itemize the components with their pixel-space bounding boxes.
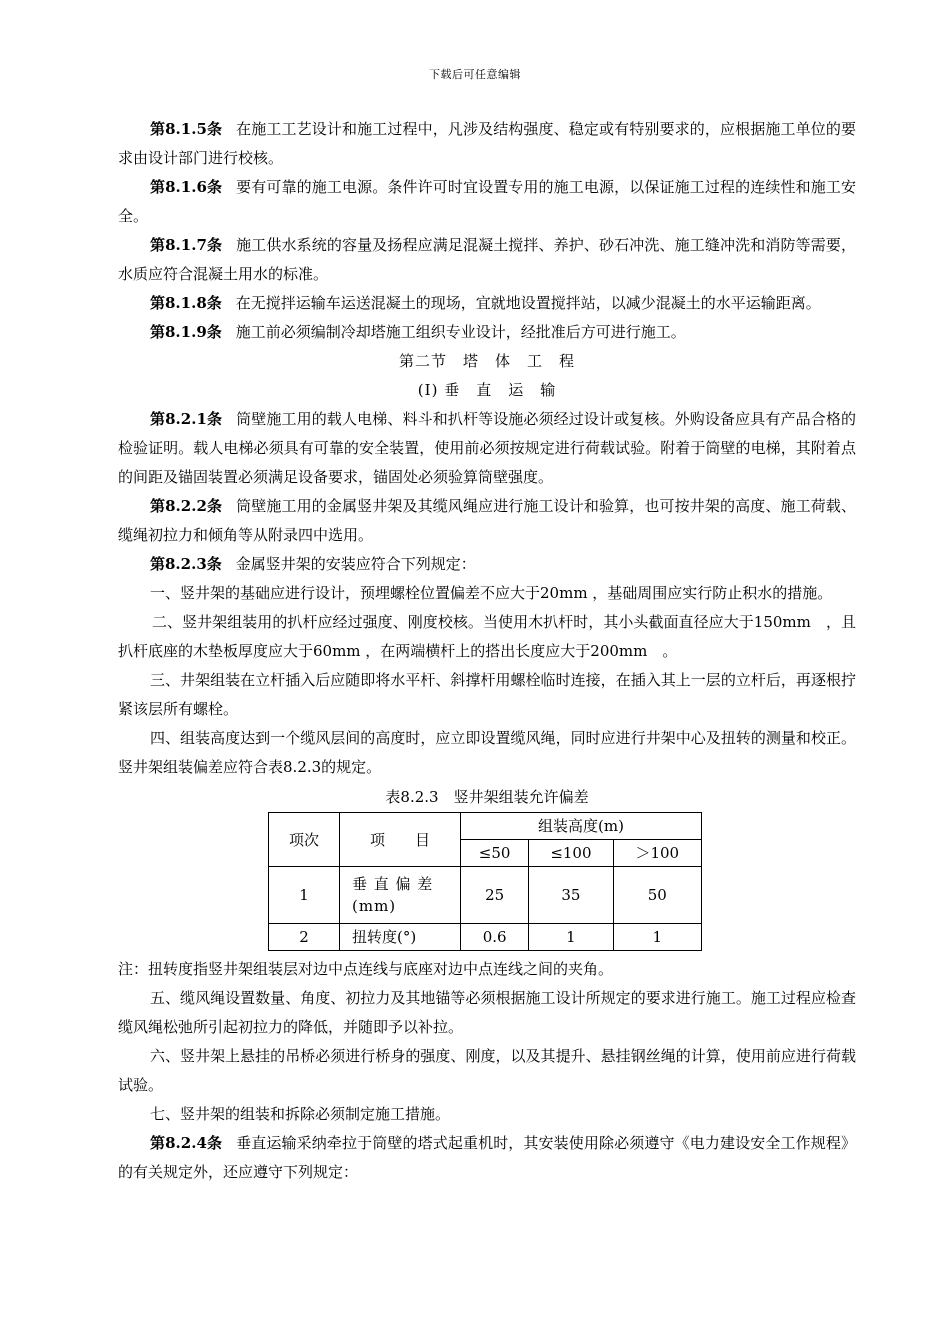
article-8-2-1 [118,405,856,492]
article-8-1-7 [118,231,856,289]
col-header-h1: ≤50 [461,840,529,867]
cell-value: 50 [613,867,701,924]
col-header-group: 组装高度(m) [461,813,702,840]
article-number: 第8.2.3条 [150,555,222,573]
article-8-1-5 [118,115,856,173]
article-8-1-8 [118,289,856,318]
article-text: 在无搅拌运输车运送混凝土的现场，宜就地设置搅拌站，以减少混凝土的水平运输距离。 [235,294,821,312]
article-8-2-4 [118,1129,856,1187]
section-subtitle: (Ⅰ) 垂 直 运 输 [417,381,557,399]
article-number: 第8.1.5条 [150,120,223,138]
col-header-h3: ＞100 [613,840,701,867]
article-text: 筒壁施工用的金属竖井架及其缆风绳应进行施工设计和验算，也可按井架的高度、施工荷载、缆绳初拉力和倾角等从附录四中选用。 [118,497,856,544]
list-item-3: 三、井架组装在立杆插入后应随即将水平杆、斜撑杆用螺栓临时连接，在插入其上一层的立杆后，再逐根拧紧该层所有螺栓。 [118,671,856,718]
article-number: 第8.1.6条 [150,178,223,196]
list-item-4: 四、组装高度达到一个缆风层间的高度时，应立即设置缆风绳，同时应进行井架中心及扭转的测量和校正。竖井架组装偏差应符合表8.2.3的规定。 [118,729,856,776]
cell-index: 2 [269,924,340,951]
table-row [269,867,702,924]
col-header-h2: ≤100 [529,840,613,867]
article-number: 第8.2.1条 [150,410,223,428]
section-title: 第二节 塔 体 工 程 [398,352,575,370]
cell-index: 1 [269,867,340,924]
cell-item: 扭转度(°) [340,924,461,951]
cell-value: 1 [613,924,701,951]
article-text: 金属竖井架的安装应符合下列规定： [235,555,476,573]
page-header: 下载后可任意编辑 [429,68,521,81]
list-item-5: 五、缆风绳设置数量、角度、初拉力及其地锚等必须根据施工设计所规定的要求进行施工。施工过程应检查缆风绳松弛所引起初拉力的降低，并随即予以补拉。 [118,989,856,1036]
list-item-2: 二、竖井架组装用的扒杆应经过强度、刚度校核。当使用木扒杆时，其小头截面直径应大于150mm ，且扒杆底座的木垫板厚度应大于60mm ，在两端横杆上的搭出长度应大于200mm 。 [118,613,856,660]
article-text: 在施工工艺设计和施工过程中，凡涉及结构强度、稳定或有特别要求的，应根据施工单位的要求由设计部门进行校核。 [118,120,856,167]
article-8-1-6 [118,173,856,231]
col-header-index: 项次 [269,813,340,867]
article-text: 施工供水系统的容量及扬程应满足混凝土搅拌、养护、砂石冲洗、施工缝冲洗和消防等需要，水质应符合混凝土用水的标准。 [118,236,856,283]
article-text: 要有可靠的施工电源。条件许可时宜设置专用的施工电源，以保证施工过程的连续性和施工安全。 [118,178,856,225]
article-8-2-3 [118,550,856,579]
cell-item: 垂 直 偏 差 (mm) [340,867,461,924]
cell-value: 1 [529,924,613,951]
article-text: 施工前必须编制冷却塔施工组织专业设计，经批准后方可进行施工。 [235,323,686,341]
article-text: 筒壁施工用的载人电梯、料斗和扒杆等设施必须经过设计或复核。外购设备应具有产品合格的检验证明。载人电梯必须具有可靠的安全装置，使用前必须按规定进行荷载试验。附着于筒壁的电梯，其附着点的间距及锚固装置必须满足设备要求，锚固处必须验算筒壁强度。 [118,410,856,486]
col-header-item: 项 目 [340,813,461,867]
article-number: 第8.1.8条 [150,294,222,312]
table-caption: 表8.2.3 竖井架组装允许偏差 [385,788,589,806]
table-note: 注：扭转度指竖井架组装层对边中点连线与底座对边中点连线之间的夹角。 [118,960,614,978]
table-row [269,924,702,951]
cell-value: 0.6 [461,924,529,951]
article-number: 第8.2.4条 [150,1134,223,1152]
article-8-2-2 [118,492,856,550]
article-number: 第8.2.2条 [150,497,223,515]
article-number: 第8.1.7条 [150,236,223,254]
list-item-6: 六、竖井架上悬挂的吊桥必须进行桥身的强度、刚度，以及其提升、悬挂钢丝绳的计算，使用前应进行荷载试验。 [118,1047,856,1094]
list-item-1: 一、竖井架的基础应进行设计，预埋螺栓位置偏差不应大于20mm ，基础周围应实行防止积水的措施。 [150,584,833,602]
cell-value: 25 [461,867,529,924]
cell-value: 35 [529,867,613,924]
list-item-7: 七、竖井架的组装和拆除必须制定施工措施。 [150,1105,451,1123]
deviation-table [268,812,702,951]
document-body [118,115,856,1187]
article-number: 第8.1.9条 [150,323,222,341]
article-8-1-9 [118,318,856,347]
article-text: 垂直运输采纳牵拉于筒壁的塔式起重机时，其安装使用除必须遵守《电力建设安全工作规程》的有关规定外，还应遵守下列规定： [118,1134,856,1181]
